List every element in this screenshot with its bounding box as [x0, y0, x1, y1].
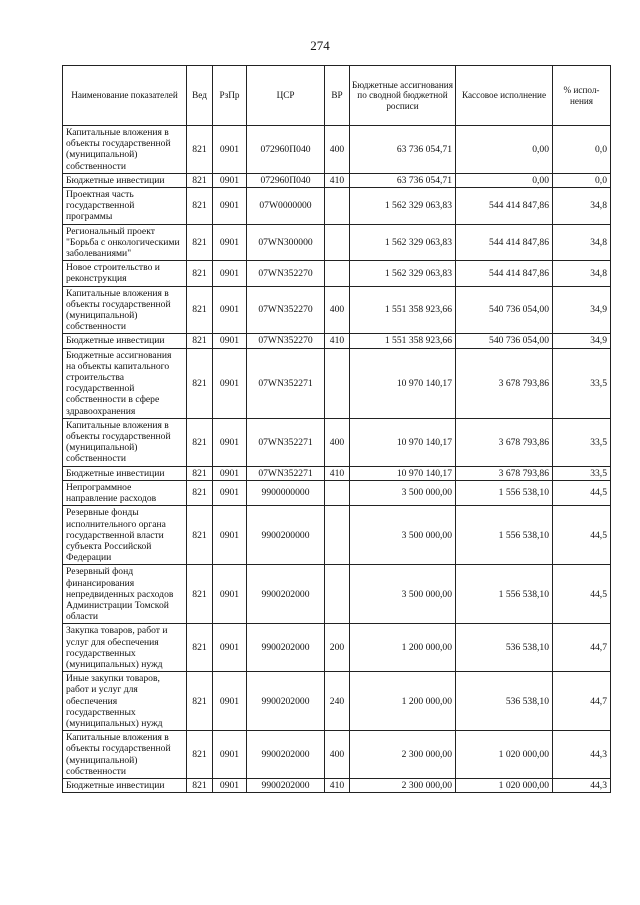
row-ved-cell: 821	[187, 480, 213, 505]
row-name-cell: Проектная часть государственной программы	[63, 188, 187, 225]
row-percent-cell: 34,8	[553, 261, 611, 286]
row-vr-cell: 400	[325, 418, 350, 466]
row-cash-cell: 1 556 538,10	[456, 565, 553, 624]
row-vr-cell: 240	[325, 672, 350, 731]
row-csr-cell: 07WN352271	[247, 466, 325, 480]
row-csr-cell: 07W0000000	[247, 188, 325, 225]
row-csr-cell: 9900202000	[247, 624, 325, 672]
row-rzpr-cell: 0901	[213, 188, 247, 225]
table-row	[63, 173, 611, 187]
row-percent-cell: 34,9	[553, 334, 611, 348]
header-rzpr: РзПр	[213, 66, 247, 126]
table-header-row	[63, 66, 611, 126]
row-csr-cell: 9900202000	[247, 778, 325, 792]
row-name-cell: Закупка товаров, работ и услуг для обеспечения государственных (муниципальных) нужд	[63, 624, 187, 672]
row-assignment-cell: 2 300 000,00	[350, 731, 456, 779]
row-assignment-cell: 3 500 000,00	[350, 565, 456, 624]
row-rzpr-cell: 0901	[213, 506, 247, 565]
row-name-cell: Бюджетные инвестиции	[63, 173, 187, 187]
table-row	[63, 565, 611, 624]
row-name-cell: Непрограммное направление расходов	[63, 480, 187, 505]
table-row	[63, 466, 611, 480]
row-cash-cell: 1 020 000,00	[456, 778, 553, 792]
row-name-cell: Новое строительство и реконструкция	[63, 261, 187, 286]
row-percent-cell: 44,3	[553, 731, 611, 779]
row-percent-cell: 33,5	[553, 348, 611, 418]
row-percent-cell: 34,8	[553, 224, 611, 261]
table-row	[63, 672, 611, 731]
row-percent-cell: 44,5	[553, 506, 611, 565]
row-csr-cell: 07WN300000	[247, 224, 325, 261]
row-percent-cell: 44,3	[553, 778, 611, 792]
row-rzpr-cell: 0901	[213, 418, 247, 466]
row-cash-cell: 1 556 538,10	[456, 480, 553, 505]
row-assignment-cell: 3 500 000,00	[350, 506, 456, 565]
row-vr-cell: 400	[325, 286, 350, 334]
header-ved: Вед	[187, 66, 213, 126]
row-ved-cell: 821	[187, 334, 213, 348]
table-row	[63, 480, 611, 505]
row-assignment-cell: 3 500 000,00	[350, 480, 456, 505]
row-name-cell: Региональный проект "Борьба с онкологическими заболеваниями"	[63, 224, 187, 261]
row-vr-cell: 410	[325, 334, 350, 348]
row-cash-cell: 540 736 054,00	[456, 334, 553, 348]
row-cash-cell: 1 556 538,10	[456, 506, 553, 565]
row-vr-cell	[325, 506, 350, 565]
table-row	[63, 418, 611, 466]
row-assignment-cell: 1 562 329 063,83	[350, 261, 456, 286]
row-assignment-cell: 1 562 329 063,83	[350, 188, 456, 225]
row-ved-cell: 821	[187, 624, 213, 672]
row-name-cell: Резервный фонд финансирования непредвиденных расходов Администрации Томской области	[63, 565, 187, 624]
row-assignment-cell: 1 551 358 923,66	[350, 334, 456, 348]
row-cash-cell: 536 538,10	[456, 624, 553, 672]
row-ved-cell: 821	[187, 261, 213, 286]
row-rzpr-cell: 0901	[213, 731, 247, 779]
header-indicator-name: Наименование показателей	[63, 66, 187, 126]
row-rzpr-cell: 0901	[213, 778, 247, 792]
row-ved-cell: 821	[187, 188, 213, 225]
row-ved-cell: 821	[187, 466, 213, 480]
row-rzpr-cell: 0901	[213, 624, 247, 672]
row-ved-cell: 821	[187, 672, 213, 731]
table-row	[63, 261, 611, 286]
row-percent-cell: 0,0	[553, 173, 611, 187]
row-ved-cell: 821	[187, 418, 213, 466]
row-vr-cell	[325, 261, 350, 286]
row-vr-cell: 410	[325, 173, 350, 187]
row-percent-cell: 33,5	[553, 466, 611, 480]
row-vr-cell: 400	[325, 731, 350, 779]
row-vr-cell	[325, 480, 350, 505]
row-csr-cell: 9900202000	[247, 672, 325, 731]
row-rzpr-cell: 0901	[213, 348, 247, 418]
row-name-cell: Капитальные вложения в объекты государственной (муниципальной) собственности	[63, 731, 187, 779]
row-rzpr-cell: 0901	[213, 334, 247, 348]
row-rzpr-cell: 0901	[213, 126, 247, 174]
row-vr-cell: 400	[325, 126, 350, 174]
row-cash-cell: 544 414 847,86	[456, 224, 553, 261]
header-budget-assignments: Бюджетные ассигнования по сводной бюджетной росписи	[350, 66, 456, 126]
row-name-cell: Капитальные вложения в объекты государственной (муниципальной) собственности	[63, 418, 187, 466]
row-vr-cell	[325, 188, 350, 225]
row-cash-cell: 544 414 847,86	[456, 188, 553, 225]
row-percent-cell: 33,5	[553, 418, 611, 466]
row-vr-cell	[325, 348, 350, 418]
row-cash-cell: 3 678 793,86	[456, 348, 553, 418]
row-csr-cell: 07WN352271	[247, 418, 325, 466]
row-assignment-cell: 63 736 054,71	[350, 173, 456, 187]
row-name-cell: Бюджетные ассигнования на объекты капитального строительства государственной собственности в сфере здравоохранения	[63, 348, 187, 418]
table-row	[63, 224, 611, 261]
row-rzpr-cell: 0901	[213, 672, 247, 731]
row-ved-cell: 821	[187, 506, 213, 565]
table-row	[63, 334, 611, 348]
row-vr-cell: 410	[325, 466, 350, 480]
row-vr-cell: 200	[325, 624, 350, 672]
table-row	[63, 506, 611, 565]
header-csr: ЦСР	[247, 66, 325, 126]
header-cash-execution: Кассовое исполнение	[456, 66, 553, 126]
row-percent-cell: 34,9	[553, 286, 611, 334]
row-percent-cell: 34,8	[553, 188, 611, 225]
row-csr-cell: 9900202000	[247, 731, 325, 779]
row-assignment-cell: 1 200 000,00	[350, 672, 456, 731]
row-assignment-cell: 1 562 329 063,83	[350, 224, 456, 261]
table-row	[63, 188, 611, 225]
header-vr: ВР	[325, 66, 350, 126]
row-percent-cell: 44,5	[553, 480, 611, 505]
page-number: 274	[310, 38, 330, 53]
row-rzpr-cell: 0901	[213, 224, 247, 261]
table-row	[63, 731, 611, 779]
row-cash-cell: 536 538,10	[456, 672, 553, 731]
row-ved-cell: 821	[187, 126, 213, 174]
table-row	[63, 624, 611, 672]
row-rzpr-cell: 0901	[213, 565, 247, 624]
row-cash-cell: 544 414 847,86	[456, 261, 553, 286]
row-assignment-cell: 1 551 358 923,66	[350, 286, 456, 334]
row-assignment-cell: 10 970 140,17	[350, 466, 456, 480]
row-csr-cell: 9900000000	[247, 480, 325, 505]
row-ved-cell: 821	[187, 173, 213, 187]
row-csr-cell: 072960П040	[247, 173, 325, 187]
row-rzpr-cell: 0901	[213, 173, 247, 187]
row-name-cell: Бюджетные инвестиции	[63, 778, 187, 792]
row-ved-cell: 821	[187, 348, 213, 418]
row-csr-cell: 07WN352270	[247, 261, 325, 286]
row-assignment-cell: 2 300 000,00	[350, 778, 456, 792]
row-cash-cell: 3 678 793,86	[456, 418, 553, 466]
row-vr-cell: 410	[325, 778, 350, 792]
row-vr-cell	[325, 224, 350, 261]
header-execution-percent: % испол-нения	[553, 66, 611, 126]
row-name-cell: Бюджетные инвестиции	[63, 334, 187, 348]
row-ved-cell: 821	[187, 286, 213, 334]
row-csr-cell: 07WN352270	[247, 334, 325, 348]
row-ved-cell: 821	[187, 731, 213, 779]
table-row	[63, 286, 611, 334]
table-row	[63, 348, 611, 418]
row-ved-cell: 821	[187, 565, 213, 624]
row-name-cell: Капитальные вложения в объекты государственной (муниципальной) собственности	[63, 286, 187, 334]
row-csr-cell: 072960П040	[247, 126, 325, 174]
row-assignment-cell: 63 736 054,71	[350, 126, 456, 174]
row-rzpr-cell: 0901	[213, 466, 247, 480]
row-name-cell: Капитальные вложения в объекты государственной (муниципальной) собственности	[63, 126, 187, 174]
row-percent-cell: 44,7	[553, 624, 611, 672]
row-rzpr-cell: 0901	[213, 286, 247, 334]
row-csr-cell: 9900202000	[247, 565, 325, 624]
row-assignment-cell: 10 970 140,17	[350, 418, 456, 466]
row-assignment-cell: 10 970 140,17	[350, 348, 456, 418]
row-rzpr-cell: 0901	[213, 261, 247, 286]
row-cash-cell: 3 678 793,86	[456, 466, 553, 480]
table-row	[63, 126, 611, 174]
row-percent-cell: 44,5	[553, 565, 611, 624]
row-vr-cell	[325, 565, 350, 624]
row-ved-cell: 821	[187, 224, 213, 261]
row-cash-cell: 1 020 000,00	[456, 731, 553, 779]
row-cash-cell: 0,00	[456, 126, 553, 174]
table-row	[63, 778, 611, 792]
row-csr-cell: 9900200000	[247, 506, 325, 565]
row-csr-cell: 07WN352271	[247, 348, 325, 418]
row-cash-cell: 540 736 054,00	[456, 286, 553, 334]
row-csr-cell: 07WN352270	[247, 286, 325, 334]
row-rzpr-cell: 0901	[213, 480, 247, 505]
row-assignment-cell: 1 200 000,00	[350, 624, 456, 672]
budget-execution-table	[62, 65, 611, 793]
row-name-cell: Резервные фонды исполнительного органа государственной власти субъекта Российской Федерации	[63, 506, 187, 565]
table-body	[63, 126, 611, 793]
row-cash-cell: 0,00	[456, 173, 553, 187]
row-percent-cell: 44,7	[553, 672, 611, 731]
row-name-cell: Бюджетные инвестиции	[63, 466, 187, 480]
row-ved-cell: 821	[187, 778, 213, 792]
row-name-cell: Иные закупки товаров, работ и услуг для обеспечения государственных (муниципальных) нужд	[63, 672, 187, 731]
row-percent-cell: 0,0	[553, 126, 611, 174]
